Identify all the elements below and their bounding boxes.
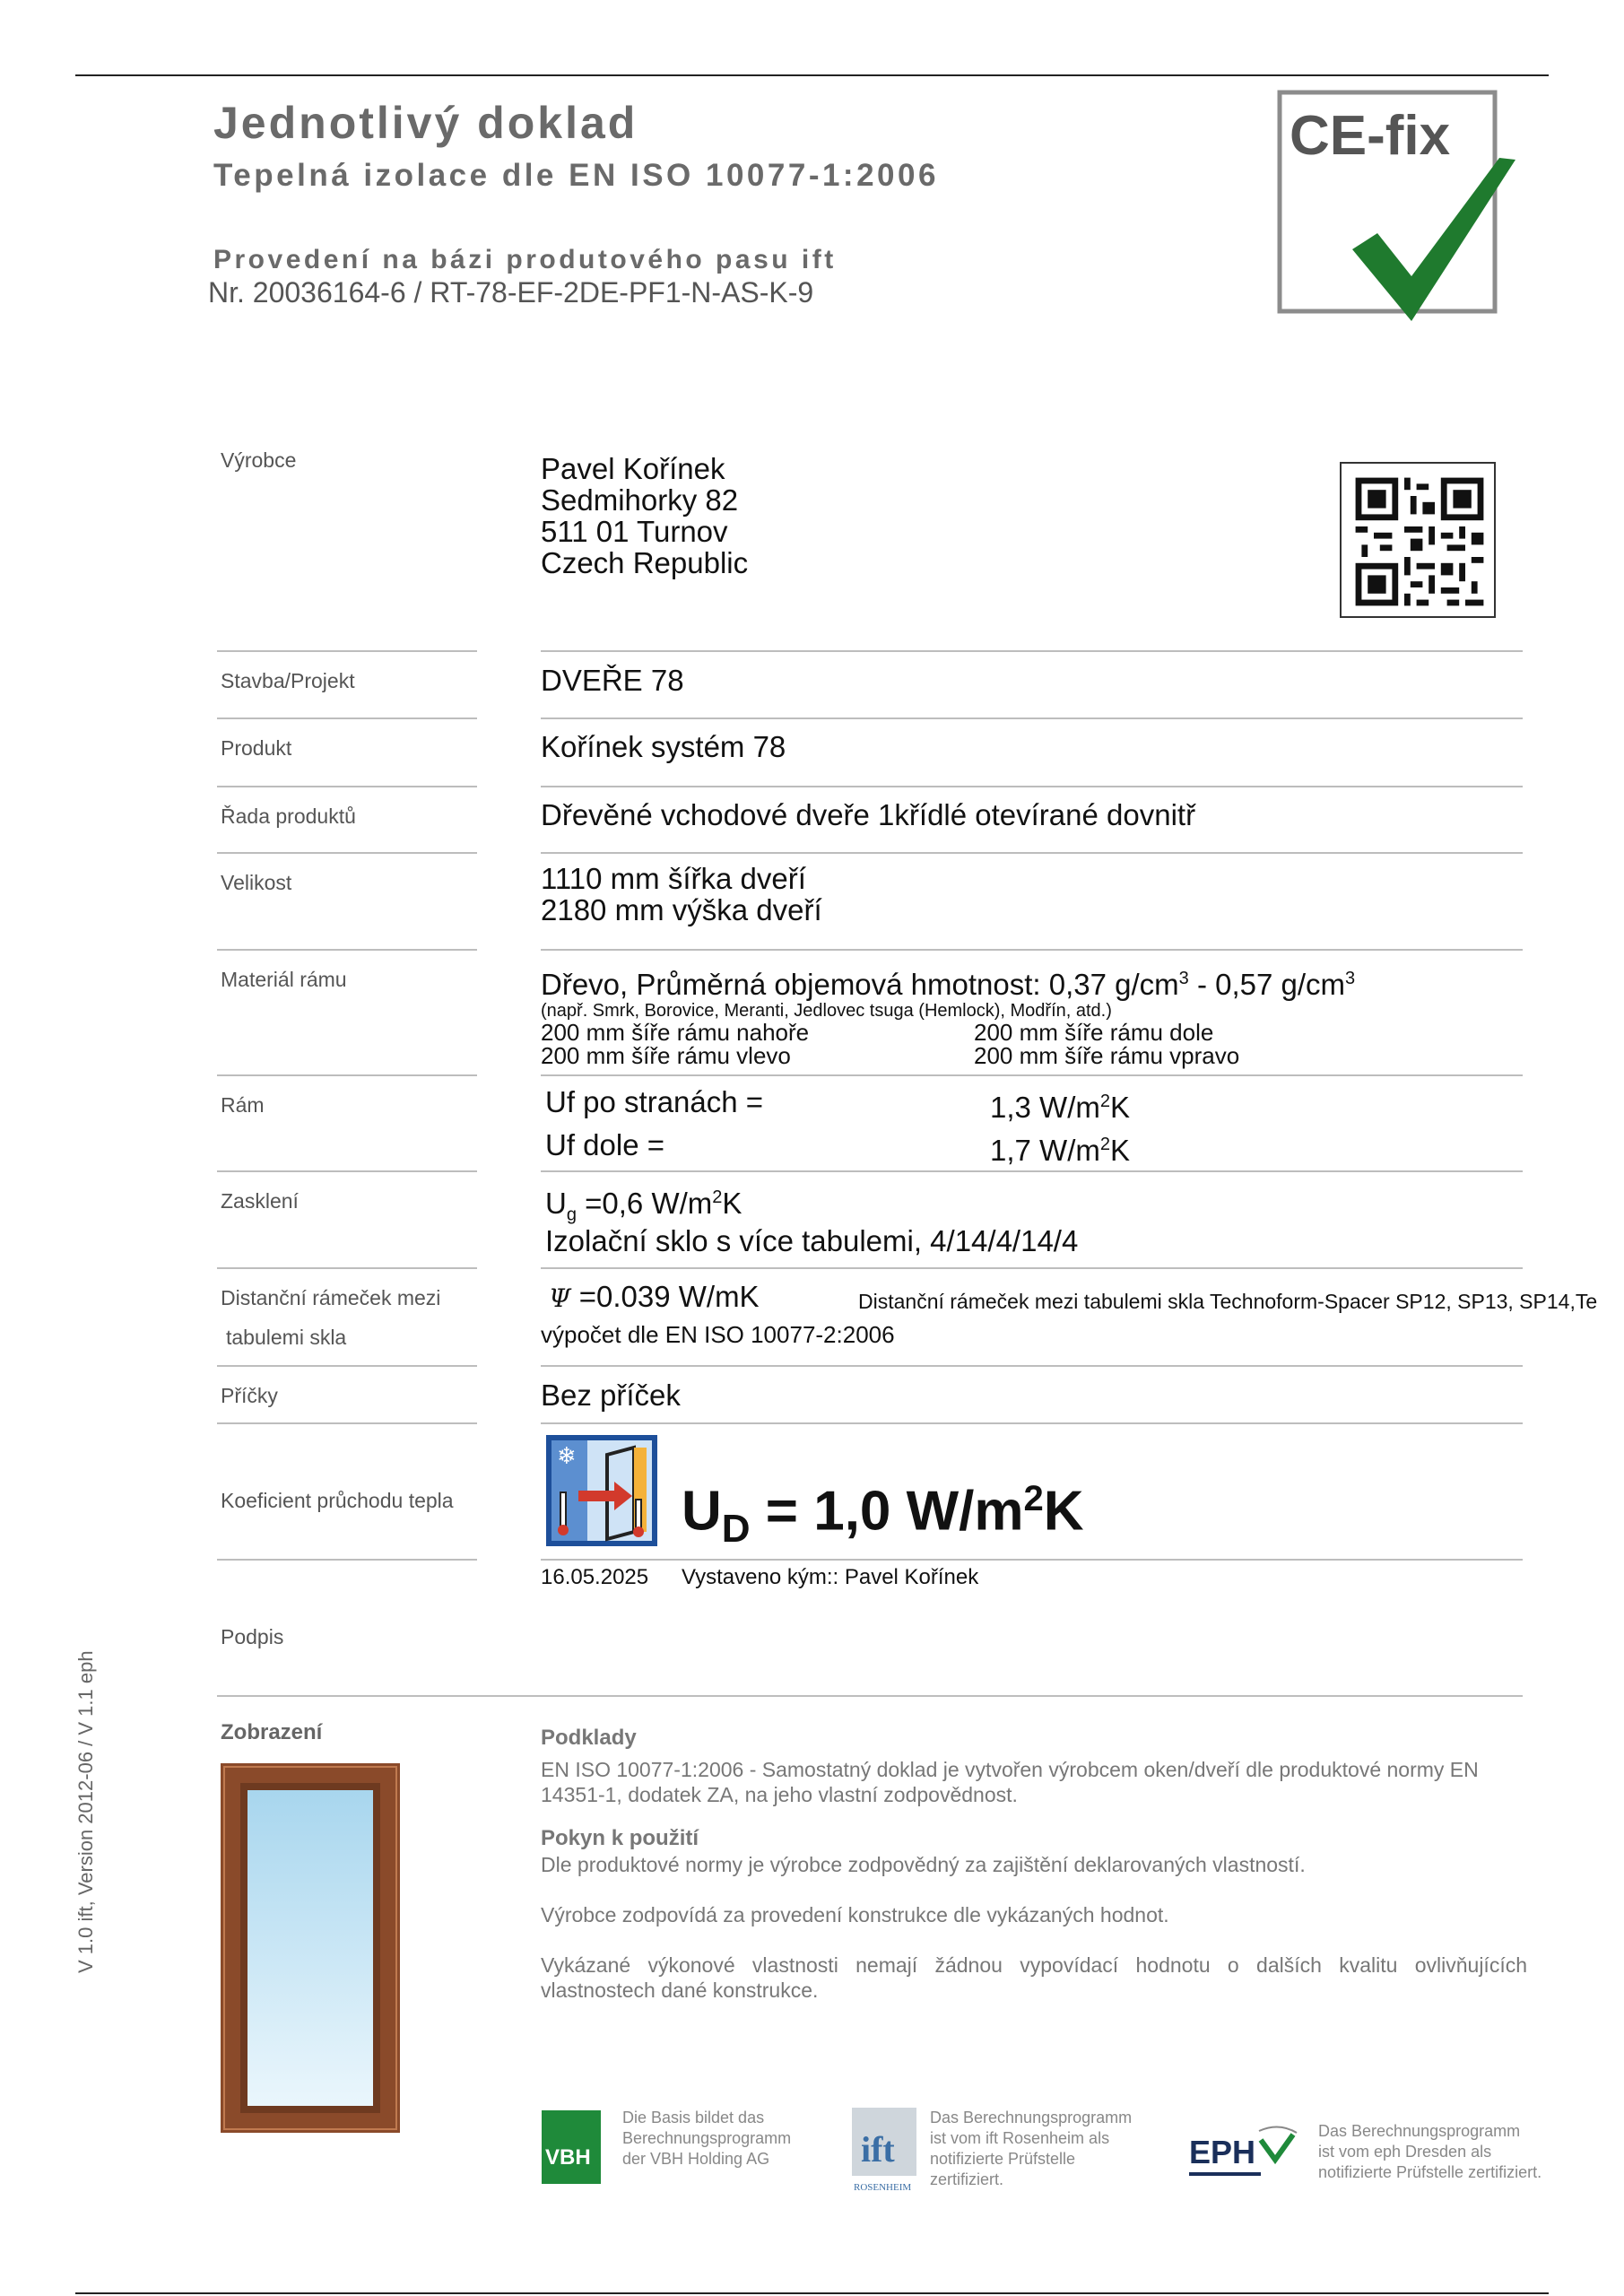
frame-material-label: Materiál rámu xyxy=(221,968,347,991)
separator xyxy=(541,1365,1523,1367)
frame-bottom: 200 mm šíře rámu dole xyxy=(974,1019,1214,1046)
psi-icon: Ψ xyxy=(549,1283,571,1313)
vbh-mark: VBH xyxy=(545,2145,591,2170)
unit-sup: 2 xyxy=(1023,1479,1044,1518)
svg-text:❄: ❄ xyxy=(557,1443,577,1470)
ud-number: = 1,0 W/m xyxy=(750,1480,1024,1543)
separator xyxy=(541,718,1523,719)
manufacturer-street: Sedmihorky 82 xyxy=(541,483,739,517)
cm3-sup: 3 xyxy=(1178,969,1189,988)
product-value: Kořínek systém 78 xyxy=(541,730,786,763)
vbh-caption xyxy=(622,2108,791,2170)
eph-caption-line: notifizierte Prüfstelle zertifiziert. xyxy=(1318,2163,1542,2181)
separator xyxy=(541,949,1523,951)
frame-top: 200 mm šíře rámu nahoře xyxy=(541,1019,810,1046)
size-width: 1110 mm šířka dveří xyxy=(541,862,806,895)
manufacturer-country: Czech Republic xyxy=(541,546,749,579)
separator xyxy=(217,1267,477,1269)
separator xyxy=(217,786,477,787)
bottom-rule xyxy=(75,2292,1549,2294)
door-drawing xyxy=(221,1763,400,2133)
separator xyxy=(217,1365,477,1367)
signature-label: Podpis xyxy=(221,1625,284,1648)
issue-date: 16.05.2025 xyxy=(541,1565,649,1589)
cm3-sup: 3 xyxy=(1345,969,1356,988)
eph-caption-line: Das Berechnungsprogramm xyxy=(1318,2122,1521,2140)
frame-material-text: Dřevo, Průměrná objemová hmotnost: 0,37 g/cm xyxy=(541,968,1179,1001)
ift-caption-line: notifizierte Prüfstelle xyxy=(930,2150,1076,2168)
product-label: Produkt xyxy=(221,736,292,760)
thermal-transmittance-icon xyxy=(544,1433,659,1548)
ift-caption-line: ist vom ift Rosenheim als xyxy=(930,2129,1110,2147)
ug-number: =0,6 W/m xyxy=(576,1187,713,1220)
separator xyxy=(217,1559,477,1561)
project-label: Stavba/Projekt xyxy=(221,669,355,692)
manufacturer-label: Výrobce xyxy=(221,448,297,472)
glazing-description: Izolační sklo s více tabulemi, 4/14/4/14/4 xyxy=(545,1224,1079,1257)
frame-right: 200 mm šíře rámu vpravo xyxy=(974,1042,1240,1069)
basis-text: EN ISO 10077-1:2006 - Samostatný doklad je vytvořen výrobcem oken/dveří dle produktové normy EN 14351-1, dodatek ZA, na jeho vlastní zodpovědnost. xyxy=(541,1758,1479,1806)
separator xyxy=(541,852,1523,854)
size-label: Velikost xyxy=(221,871,292,894)
uf-sides-label: Uf po stranách = xyxy=(545,1085,764,1118)
manufacturer-city: 511 01 Turnov xyxy=(541,515,728,548)
document-subtitle: Tepelná izolace dle EN ISO 10077-1:2006 xyxy=(213,158,939,193)
uf-bottom-value xyxy=(990,1129,1130,1166)
vbh-logo xyxy=(542,2110,615,2184)
uf-bottom-label: Uf dole = xyxy=(545,1128,664,1161)
series-label: Řada produktů xyxy=(221,804,356,828)
separator xyxy=(541,1074,1523,1076)
separator xyxy=(217,718,477,719)
document-title: Jednotlivý doklad xyxy=(213,98,638,148)
manufacturer-name: Pavel Kořínek xyxy=(541,452,725,485)
separator xyxy=(541,650,1523,652)
spacer-label-line1: Distanční rámeček mezi xyxy=(221,1286,441,1309)
psi-number: =0.039 W/mK xyxy=(570,1280,760,1313)
unit-sup: 2 xyxy=(1099,1135,1110,1154)
separator xyxy=(541,1422,1523,1424)
ift-sub: ROSENHEIM xyxy=(854,2182,912,2193)
ift-logo xyxy=(852,2108,916,2194)
eph-caption xyxy=(1318,2121,1541,2183)
version-note: V 1.0 ift, Version 2012-06 / V 1.1 eph xyxy=(74,1650,97,1973)
frame-material-range: - 0,57 g/cm xyxy=(1188,968,1346,1001)
spacer-calculation: výpočet dle EN ISO 10077-2:2006 xyxy=(541,1321,895,1348)
uf-sides-value xyxy=(990,1086,1130,1123)
frame-left: 200 mm šíře rámu vlevo xyxy=(541,1042,791,1069)
uf-sides-number: 1,3 W/m xyxy=(990,1091,1100,1124)
separator xyxy=(541,1267,1523,1269)
glazing-label: Zasklení xyxy=(221,1189,299,1213)
separator xyxy=(541,1170,1523,1172)
separator xyxy=(217,650,477,652)
ift-caption xyxy=(930,2108,1132,2190)
series-value: Dřevěné vchodové dveře 1křídlé otevírané dovnitř xyxy=(541,798,1196,831)
document-number: Nr. 20036164-6 / RT-78-EF-2DE-PF1-N-AS-K-9 xyxy=(208,276,814,309)
separator xyxy=(217,1695,1523,1697)
separator xyxy=(541,1559,1523,1561)
ud-sub: D xyxy=(721,1507,751,1552)
unit-sup: 2 xyxy=(712,1187,723,1207)
usage-text: Dle produktové normy je výrobce zodpovědný za zajištění deklarovaných vlastností. xyxy=(541,1853,1306,1876)
frame-material-note: (např. Smrk, Borovice, Meranti, Jedlovec tsuga (Hemlock), Modřín, atd.) xyxy=(541,1001,1112,1021)
ud-value xyxy=(682,1467,1084,1561)
spacer-description: Distanční rámeček mezi tabulemi skla Technoform-Spacer SP12, SP13, SP14,Te xyxy=(858,1290,1598,1313)
basis-line: Provedení na bázi produtového pasu ift xyxy=(213,245,837,274)
separator xyxy=(217,1074,477,1076)
issued-by: Vystaveno kým:: Pavel Kořínek xyxy=(682,1565,979,1589)
size-height: 2180 mm výška dveří xyxy=(541,893,822,926)
qr-code xyxy=(1340,462,1496,618)
ug-sub: g xyxy=(566,1205,577,1225)
ce-fix-logo xyxy=(1277,90,1521,325)
ift-mark: ift xyxy=(861,2129,895,2170)
unit-k: K xyxy=(1109,1091,1130,1124)
separator xyxy=(217,949,477,951)
usage-heading: Pokyn k použití xyxy=(541,1826,699,1850)
separator xyxy=(217,1170,477,1172)
vbh-caption-line: Berechnungsprogramm xyxy=(622,2129,792,2147)
vbh-caption-line: Die Basis bildet das xyxy=(622,2109,765,2126)
bars-label: Příčky xyxy=(221,1384,278,1407)
unit-k: K xyxy=(722,1187,743,1220)
uf-bottom-number: 1,7 W/m xyxy=(990,1134,1100,1167)
separator xyxy=(217,1422,477,1424)
unit-sup: 2 xyxy=(1099,1091,1110,1111)
frame-material-value xyxy=(541,963,1355,1000)
frame-label: Rám xyxy=(221,1093,265,1117)
performance-text: Vykázané výkonové vlastnosti nemají žádnou vypovídací hodnotu o dalších kvalitu ovlivňujících vlastnostech dané konstrukce. xyxy=(541,1953,1527,2002)
eph-logo xyxy=(1189,2122,1302,2187)
ug-symbol: U xyxy=(545,1187,567,1220)
image-label: Zobrazení xyxy=(221,1720,323,1744)
ud-symbol: U xyxy=(682,1480,722,1543)
ift-caption-line: Das Berechnungsprogramm xyxy=(930,2109,1133,2126)
ud-label: Koeficient průchodu tepla xyxy=(221,1489,454,1512)
vbh-caption-line: der VBH Holding AG xyxy=(622,2150,770,2168)
separator xyxy=(217,852,477,854)
project-value: DVEŘE 78 xyxy=(541,664,684,697)
bars-value: Bez příček xyxy=(541,1378,681,1412)
unit-k: K xyxy=(1043,1480,1084,1543)
ift-caption-line: zertifiziert. xyxy=(930,2170,1004,2188)
ce-fix-text: CE-fix xyxy=(1290,105,1451,167)
psi-value xyxy=(549,1281,760,1314)
separator xyxy=(541,786,1523,787)
spacer-label-line2: tabulemi skla xyxy=(226,1326,347,1349)
eph-mark: EPH xyxy=(1189,2134,1256,2170)
eph-caption-line: ist vom eph Dresden als xyxy=(1318,2143,1492,2161)
basis-heading: Podklady xyxy=(541,1726,637,1750)
responsibility-text: Výrobce zodpovídá za provedení konstrukce dle vykázaných hodnot. xyxy=(541,1903,1169,1926)
unit-k: K xyxy=(1109,1134,1130,1167)
top-rule xyxy=(75,74,1549,76)
